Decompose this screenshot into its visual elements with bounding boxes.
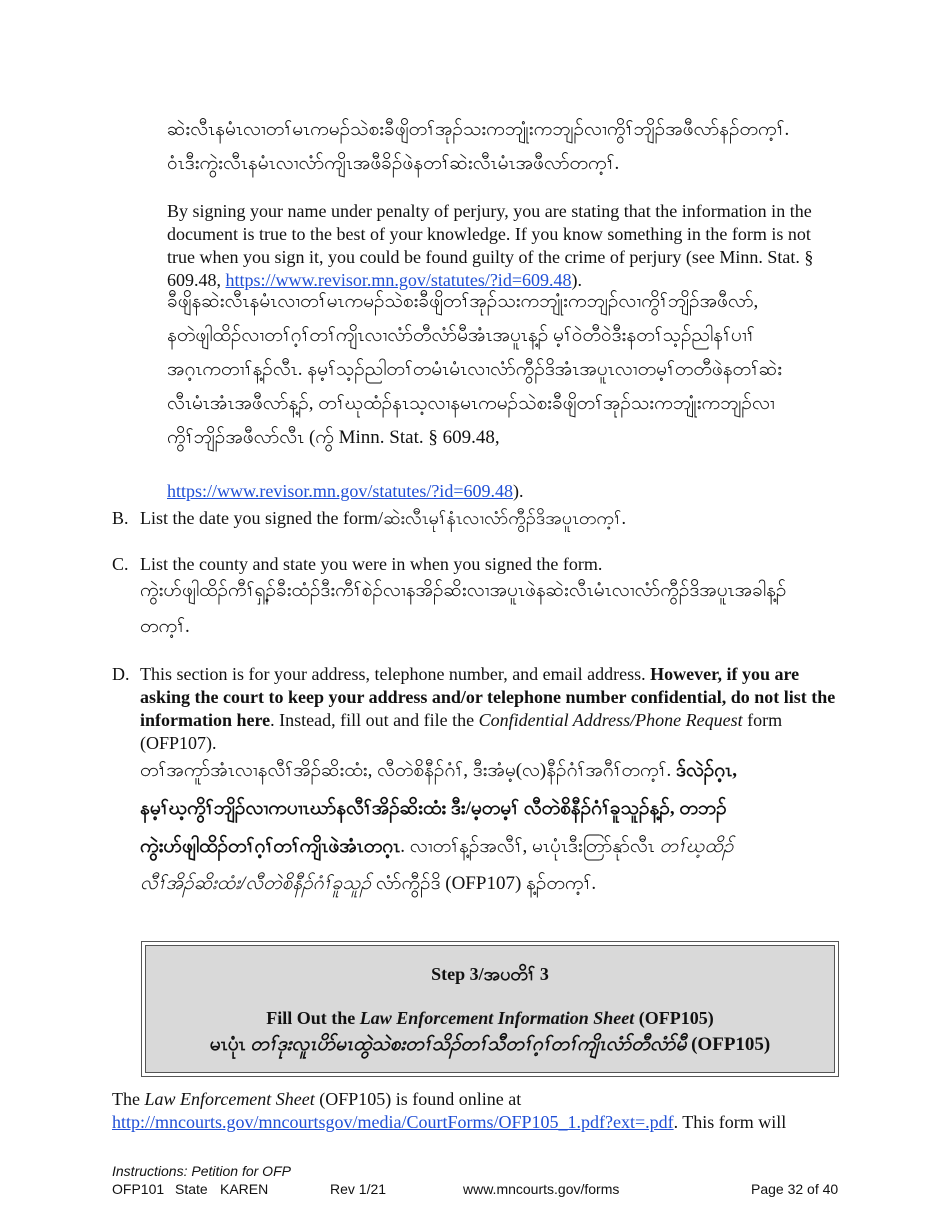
step-box-english-italic: Law Enforcement Information Sheet xyxy=(359,1008,635,1028)
perjury-karen-line: နတဲဖျါထိၣ်လၢတၢ်ဂ့ၢ်တၢ်ကျိၤလၢလံာ်တီလံာ်မီအံၤအပူၤန့ၣ် မ့ၢ်ဝဲတီဝဲဒီးနတၢ်သ့ၣ်ညါနၢ်ပၢၢ် xyxy=(167,325,755,346)
footer-language: KAREN xyxy=(220,1181,269,1197)
intro-karen-line-2: ဝံၤဒီးကွဲးလီၤနမံၤလၢလံာ်ကျိၤအဖီခိၣ်ဖဲနတၢ်ဆဲးလီၤမံၤအဖီလာ်တက့ၢ်. xyxy=(167,153,620,174)
item-d-karen-italic-1: တၢ်ဃ့ထိၣ် xyxy=(659,836,734,857)
ofp105-link[interactable]: http://mncourts.gov/mncourtsgov/media/CourtForms/OFP105_1.pdf?ext=.pdf xyxy=(112,1112,674,1132)
item-d-english-paragraph xyxy=(140,663,837,755)
item-c-karen-line-2: တက့ၢ်. xyxy=(140,616,190,637)
perjury-english-text: By signing your name under penalty of perjury, you are stating that the information in the document is true to the best of your knowledge. If you know something in the form is not true when you sign it, you could be found guilty of the crime of perjury (see Minn. Stat. § 609.48, xyxy=(167,201,814,290)
perjury-karen-paragraph xyxy=(167,285,857,455)
step-box-english-post: (OFP105) xyxy=(634,1008,714,1028)
item-d-english-part-1: This section is for your address, telephone number, and email address. xyxy=(140,664,651,684)
footer-page-number: Page 32 of 40 xyxy=(751,1181,839,1197)
perjury-karen-line: ခီဖျိနဆဲးလီၤနမံၤလၢတၢ်မၤကမၣ်သဲစးခီဖျိတၢ်အုၣ်သးကဘျုံးကဘျၣ်လၢကွိၢ်ဘျိၣ်အဖီလာ်, xyxy=(167,291,759,312)
step-box-karen-heading xyxy=(146,1032,834,1060)
footer-state: State xyxy=(175,1181,208,1197)
item-d-karen-line-1 xyxy=(140,753,850,789)
item-d-english-part-3: form (OFP107). xyxy=(140,710,783,753)
item-c-label: C. xyxy=(112,554,129,574)
step-box-karen-post: (OFP105) xyxy=(686,1034,771,1055)
closing-mid: (OFP105) is found online at xyxy=(314,1089,522,1109)
item-d-karen-text-4: လံာ်ကွီၣ်ဒိ (OFP107) န့ၣ်တက့ၢ်. xyxy=(371,873,597,894)
step-box-karen-pre: မၤပုံၤ xyxy=(209,1034,251,1055)
perjury-english-end: ). xyxy=(571,270,582,290)
item-b-text: List the date you signed the form/ဆဲးလီၤမုၢ်နံၤလၢလံာ်ကွီၣ်ဒိအပူၤတက့ၢ်. xyxy=(140,508,626,528)
item-b-label: B. xyxy=(112,508,129,528)
item-d-english-bold: However, if you are asking the court to keep your address and/or telephone number confidential, do not list the information here xyxy=(140,664,836,730)
closing-pre: The xyxy=(112,1089,145,1109)
perjury-karen-line: ကွိၢ်ဘျိၣ်အဖီလာ်လီၤ (ကွ် Minn. Stat. § 609.48, xyxy=(167,427,500,448)
step-box-title: Step 3/အပတိၢ် 3 xyxy=(431,964,549,984)
footer-website[interactable]: www.mncourts.gov/forms xyxy=(463,1181,620,1197)
item-d-english-italic: Confidential Address/Phone Request xyxy=(478,710,743,730)
closing-italic: Law Enforcement Sheet xyxy=(144,1089,315,1109)
item-d-karen-text-1: တၢ်အကူာ်အံၤလၢနလီၢ်အိၣ်ဆိးထံး, လီတဲစိနီၣ်ဂံၢ်, ဒီးအံမ့(လ)နီၣ်ဂံၢ်အဂီၢ်တက့ၢ်. xyxy=(140,760,677,781)
perjury-karen-link-line xyxy=(167,480,523,503)
footer-doc-title: Instructions: Petition for OFP xyxy=(112,1163,291,1179)
footer-form-code: OFP101 xyxy=(112,1181,165,1197)
step-box-inner xyxy=(145,945,835,1073)
item-d-karen-line-3 xyxy=(140,829,850,865)
footer-revision: Rev 1/21 xyxy=(330,1181,387,1197)
step-box-english-pre: Fill Out the xyxy=(266,1008,360,1028)
item-d-english-part-2: . Instead, fill out and file the xyxy=(270,710,479,730)
item-d-karen-bold-2: နမ့ၢ်ဃ့ကွိၢ်ဘျိၣ်လၢကပၢၤဃာ်နလီၢ်အိၣ်ဆိးထံး ဒီး/မ့တမ့ၢ် လီတဲစိနီၣ်ဂံၢ်ခူသူၣ်န့ၣ်, တဘၣ် xyxy=(140,798,727,819)
step-box-english-heading xyxy=(146,1008,834,1029)
perjury-karen-line: အဂ့ၤကတၢၢ်န့ၣ်လီၤ. နမ့ၢ်သ့ၣ်ညါတၢ်တမံၤမံၤလၢလံာ်ကွီၣ်ဒိအံၤအပူၤလၢတမ့ၢ်တတီဖဲနတၢ်ဆဲး xyxy=(167,359,783,380)
perjury-karen-statute-link[interactable]: https://www.revisor.mn.gov/statutes/?id=609.48 xyxy=(167,481,513,501)
perjury-statute-link[interactable]: https://www.revisor.mn.gov/statutes/?id=609.48 xyxy=(225,270,572,290)
item-c-english: List the county and state you were in when you signed the form. xyxy=(140,554,603,574)
perjury-karen-end: ). xyxy=(512,481,524,501)
intro-karen-line-1: ဆဲးလီၤနမံၤလၢတၢ်မၤကမၣ်သဲစးခီဖျိတၢ်အုၣ်သးကဘျုံးကဘျၣ်လၢကွိၢ်ဘျိၣ်အဖီလာ်နၣ်တက့ၢ်. xyxy=(167,119,790,140)
closing-paragraph xyxy=(112,1088,842,1134)
closing-post: . This form will xyxy=(673,1112,787,1132)
item-d-karen-bold-3: ကွဲးဟ်ဖျါထိၣ်တၢ်ဂ့ၢ်တၢ်ကျိၤဖဲအံၤတဂ့ၤ xyxy=(140,836,401,857)
item-d-karen-line-2 xyxy=(140,791,850,827)
perjury-karen-line: လီၤမံၤအံၤအဖီလာ်န့ၣ်, တၢ်ဃုထံၣ်နၤသ့လၢနမၤကမၣ်သဲစးခီဖျိတၢ်အုၣ်သးကဘျုံးကဘျၣ်လၢ xyxy=(167,393,775,414)
item-d-karen-italic-2: လီၢ်အိၣ်ဆိးထံး/လီတဲစိနီၣ်ဂံၢ်ခူသူၣ် xyxy=(140,873,372,894)
item-c-karen-line-1: ကွဲးဟ်ဖျါထိၣ်ကီၢ်ရှ့ၣ်ခီးထံၣ်ဒီးကီၢ်စဲၣ်လၢနအိၣ်ဆိးလၢအပူၤဖဲနဆဲးလီၤမံၤလၢလံာ်ကွီၣ်ဒိအပူၤအခါန့ၣ် xyxy=(140,580,787,601)
item-d-karen-line-4 xyxy=(140,866,850,902)
item-d-karen-text-3: . လၢတၢ်န့ၣ်အလီၢ်, မၤပုံၤဒီးတြာ်နုာ်လီၤ xyxy=(400,836,660,857)
perjury-english-paragraph xyxy=(167,200,842,292)
step-box xyxy=(141,941,839,1077)
item-d-karen-bold-1: ဒ်လဲၣ်ဂ့ၤ, xyxy=(676,760,738,781)
step-box-karen-italic: တၢ်ဒုးလူၤပိာ်မၤထွဲသဲစးတၢ်သိၣ်တၢ်သီတၢ်ဂ့ၢ်တၢ်ကျိၤလံာ်တီလံာ်မီ xyxy=(250,1034,687,1055)
item-d-label: D. xyxy=(112,664,130,684)
